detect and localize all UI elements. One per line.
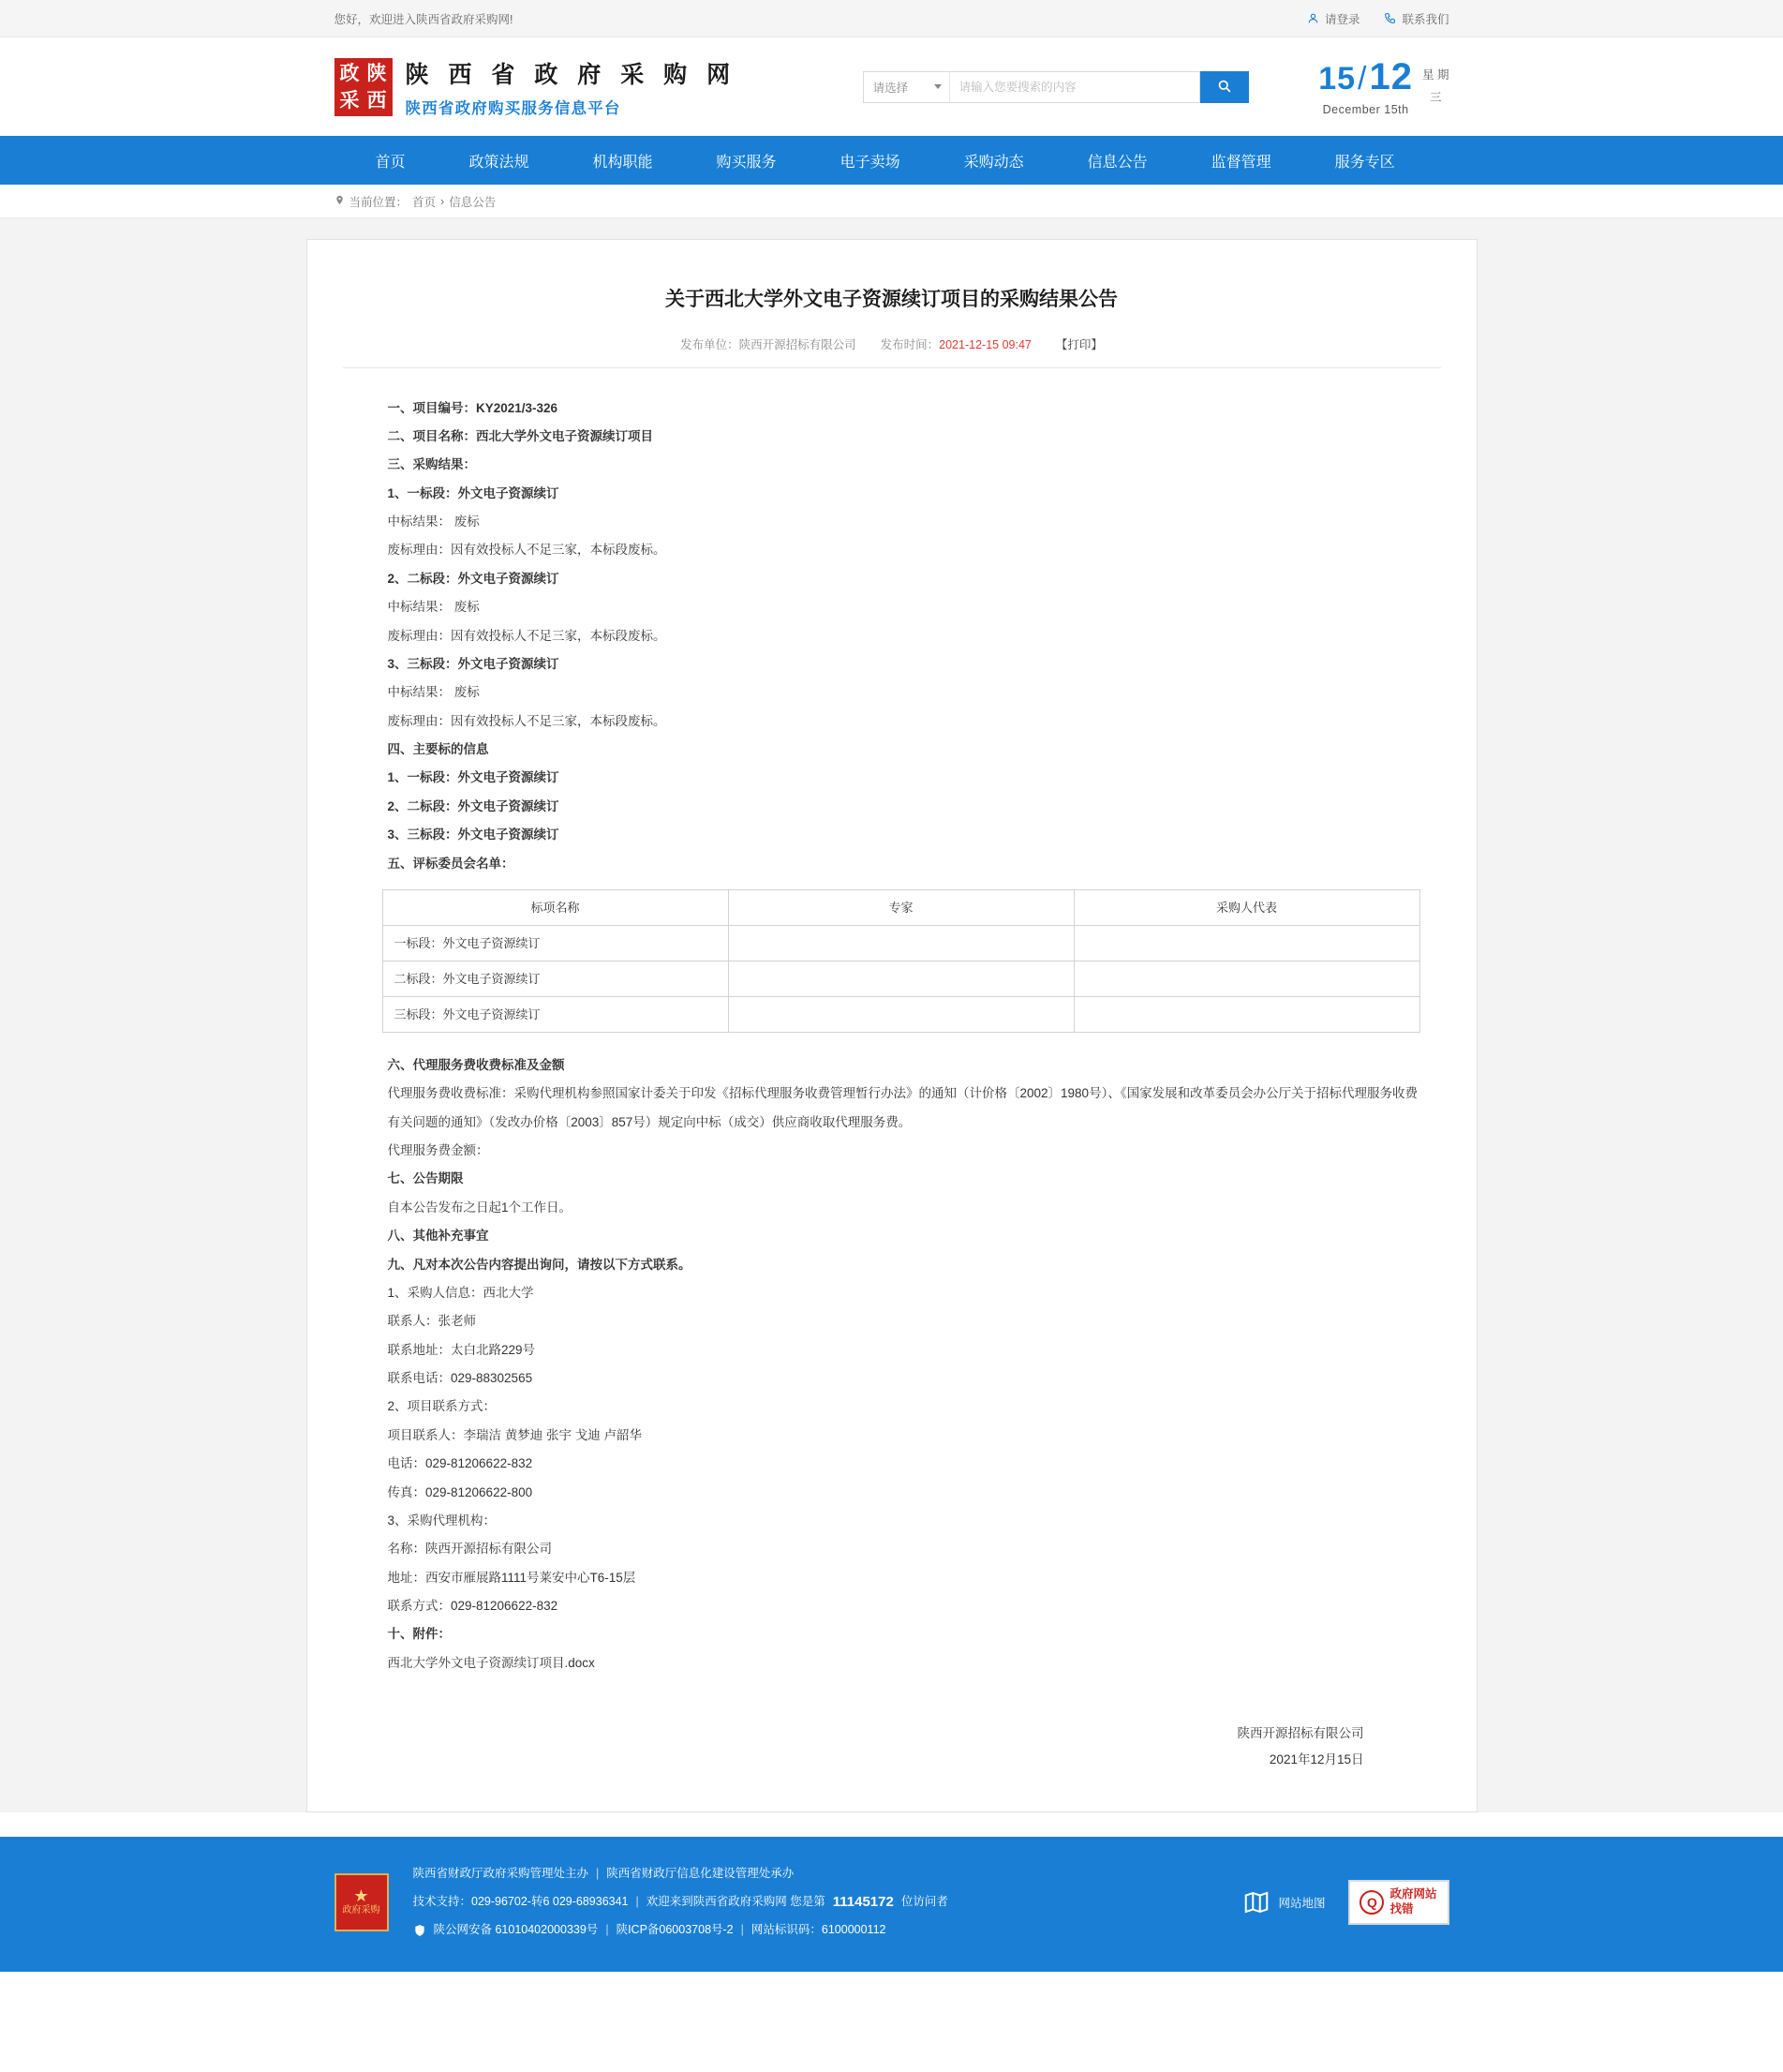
breadcrumb-item-home[interactable]: 首页 [412, 195, 437, 209]
section-2-value: 西北大学外文电子资源续订项目 [476, 428, 653, 443]
search-category-value: 请选择 [872, 81, 909, 95]
police-badge-icon [413, 1924, 426, 1937]
logo-char-2: 陕 [366, 61, 387, 84]
table-row [382, 961, 1419, 996]
lot-2-result [364, 593, 1420, 621]
brand-title: 陕 西 省 政 府 采 购 网 [405, 61, 737, 88]
main-item-1: 1、一标段：外文电子资源续订 [387, 770, 559, 785]
nav-item-supervision[interactable]: 监督管理 [1211, 154, 1271, 171]
footer-support: 技术支持：029-96702-转6 029-68936341 [412, 1895, 629, 1909]
search-bar [863, 71, 1249, 103]
lot-3-result-label: 中标结果： [387, 685, 451, 700]
section-8-heading: 八、其他补充事宜 [387, 1229, 489, 1244]
lot-1-result-label: 中标结果： [387, 514, 451, 529]
section-2-label: 二、项目名称： [387, 428, 476, 443]
sitemap-label: 网站地图 [1278, 1896, 1326, 1910]
table-header-row [382, 889, 1419, 925]
publish-time-label: 发布时间： [880, 337, 940, 351]
section-7-heading: 七、公告期限 [387, 1171, 464, 1186]
section-project-number [364, 395, 1420, 423]
row-2-buyer-rep [1074, 961, 1419, 996]
footer-divider-4: | [740, 1923, 744, 1937]
attachment-row [364, 1649, 1420, 1677]
footer-divider-2: | [635, 1895, 639, 1909]
nav-item-news[interactable]: 采购动态 [963, 154, 1024, 171]
nav-item-home[interactable]: 首页 [375, 154, 406, 171]
search-category-select[interactable] [863, 71, 949, 103]
date-day: 15 [1318, 60, 1357, 97]
section-4-heading: 四、主要标的信息 [387, 742, 489, 756]
location-icon [334, 195, 345, 208]
nav-item-emarket[interactable]: 电子卖场 [839, 154, 900, 171]
login-link[interactable] [1307, 10, 1360, 27]
row-2-lot-name: 二标段：外文电子资源续订 [382, 961, 728, 996]
nav-item-service-zone[interactable]: 服务专区 [1334, 154, 1395, 171]
search-button[interactable] [1200, 71, 1249, 103]
col-header-buyer-rep: 采购人代表 [1074, 889, 1419, 925]
attachment-link[interactable]: 西北大学外文电子资源续订项目.docx [387, 1655, 595, 1670]
main-item-2: 2、二标段：外文电子资源续订 [387, 798, 559, 813]
sitemap-link[interactable] [1242, 1888, 1325, 1916]
contact-line-10: 名称：陕西开源招标有限公司 [387, 1542, 552, 1557]
col-header-expert: 专家 [728, 889, 1074, 925]
article-meta [343, 335, 1441, 368]
footer-divider-3: | [605, 1923, 609, 1937]
row-3-expert [728, 996, 1074, 1032]
section-1-value: KY2021/3-326 [476, 400, 558, 415]
main-navigation [0, 136, 1783, 185]
logo-char-4: 西 [366, 88, 387, 112]
logo-char-3: 采 [339, 88, 360, 112]
row-1-expert [728, 925, 1074, 961]
section-project-name [364, 423, 1420, 451]
date-subtext: December 15th [1322, 102, 1409, 116]
footer-line-3 [413, 1917, 1219, 1944]
row-3-buyer-rep [1074, 996, 1419, 1032]
contact-line-5: 2、项目联系方式： [387, 1399, 497, 1414]
page-body [0, 218, 1783, 1812]
magnifier-icon: Q [1360, 1890, 1384, 1915]
signature-org: 陕西开源招标有限公司 [1237, 1726, 1364, 1741]
publisher-value: 陕西开源招标有限公司 [738, 337, 856, 351]
lot-2-result-value: 废标 [453, 600, 480, 615]
col-header-lot-name: 标项名称 [382, 889, 728, 925]
breadcrumb-bar [0, 185, 1783, 218]
lot-3-result [364, 678, 1420, 707]
footer-visitor-text: 欢迎来到陕西省政府采购网 您是第 [646, 1895, 825, 1909]
phone-icon [1384, 12, 1396, 24]
footer-divider-1: | [596, 1866, 600, 1880]
weekday-label: 星 期 [1422, 67, 1449, 82]
footer-host: 陕西省财政厅政府采购管理处主办 [412, 1866, 589, 1880]
lot-3-result-value: 废标 [453, 685, 480, 700]
article-card [306, 239, 1478, 1812]
section-9-heading: 九、凡对本次公告内容提出询问，请按以下方式联系。 [387, 1257, 691, 1272]
footer-operator: 陕西省财政厅信息化建设管理处承办 [606, 1866, 795, 1880]
expert-committee-table [382, 889, 1420, 1033]
print-button[interactable]: 【打印】 [1055, 337, 1103, 351]
icp-record[interactable]: 陕ICP备06003708号-2 [616, 1923, 734, 1937]
search-icon [1216, 78, 1232, 97]
logo-char-1: 政 [339, 61, 360, 84]
contact-label: 联系我们 [1402, 12, 1449, 26]
article-body [343, 368, 1441, 1774]
signature-date: 2021年12月15日 [1269, 1752, 1364, 1767]
nav-item-policy[interactable]: 政策法规 [468, 154, 529, 171]
lot-1-result [364, 508, 1420, 536]
section-6-heading: 六、代理服务费收费标准及金额 [387, 1057, 565, 1072]
table-row [382, 925, 1419, 961]
contact-line-4: 联系电话：029-88302565 [387, 1371, 533, 1385]
contact-line-1: 1、采购人信息：西北大学 [387, 1285, 534, 1300]
contact-line-9: 3、采购代理机构： [387, 1513, 497, 1528]
footer-line-1 [413, 1861, 1219, 1887]
lot-1-title: 1、一标段：外文电子资源续订 [387, 485, 559, 500]
police-record[interactable]: 陕公网安备 61010402000339号 [433, 1923, 599, 1937]
user-icon [1307, 12, 1319, 24]
nav-item-purchase-service[interactable]: 购买服务 [716, 154, 777, 171]
row-1-buyer-rep [1074, 925, 1419, 961]
brand-subtitle: 陕西省政府购买服务信息平台 [405, 99, 621, 117]
publish-time-value: 2021-12-15 09:47 [939, 337, 1032, 351]
section-10-heading: 十、附件： [387, 1627, 451, 1642]
contact-line-2: 联系人：张老师 [387, 1314, 476, 1329]
contact-line-6: 项目联系人：李瑞洁 黄梦迪 张宇 戈迪 卢韶华 [387, 1427, 643, 1442]
greeting-text: 您好，欢迎进入陕西省政府采购网! [334, 12, 513, 26]
contact-link[interactable] [1384, 10, 1449, 27]
signature-block [364, 1721, 1420, 1774]
site-footer [0, 1837, 1783, 1972]
footer-visitor-suffix: 位访问者 [900, 1895, 948, 1909]
lot-2-result-label: 中标结果： [387, 600, 451, 615]
map-icon [1242, 1888, 1270, 1916]
gov-website-report-badge[interactable] [1348, 1880, 1449, 1925]
visitor-count: 11145172 [832, 1894, 894, 1911]
emblem-label: 政府采购 [342, 1905, 380, 1916]
contact-line-8: 传真：029-81206622-800 [387, 1484, 533, 1499]
site-header [0, 37, 1783, 136]
date-slash: / [1358, 60, 1368, 97]
breadcrumb [334, 193, 1449, 210]
section-1-label: 一、项目编号： [387, 400, 476, 415]
contact-line-12: 联系方式：029-81206622-832 [387, 1599, 558, 1613]
weekday-value: 三 [1429, 90, 1442, 104]
contact-line-3: 联系地址：太白北路229号 [387, 1342, 536, 1357]
row-1-lot-name: 一标段：外文电子资源续订 [382, 925, 728, 961]
date-widget [1318, 55, 1449, 116]
gov-badge-line-1: 政府网站 [1389, 1887, 1437, 1901]
contact-line-11: 地址：西安市雁展路1111号莱安中心T6-15层 [387, 1570, 636, 1585]
top-utility-bar [0, 0, 1783, 37]
section-7-paragraph: 自本公告发布之日起1个工作日。 [387, 1200, 572, 1215]
lot-3-reason: 废标理由：因有效投标人不足三家，本标段废标。 [387, 713, 666, 728]
lot-2-reason: 废标理由：因有效投标人不足三家，本标段废标。 [387, 628, 666, 643]
table-row [382, 996, 1419, 1032]
nav-item-announcements[interactable]: 信息公告 [1087, 154, 1148, 171]
section-5-heading: 五、评标委员会名单： [387, 856, 514, 871]
site-brand[interactable] [334, 56, 737, 118]
national-emblem-icon [334, 1873, 389, 1931]
footer-line-2 [413, 1886, 1219, 1917]
main-item-3: 3、三标段：外文电子资源续订 [387, 827, 559, 842]
date-month: 12 [1369, 55, 1413, 97]
lot-3-title: 3、三标段：外文电子资源续订 [387, 656, 559, 671]
breadcrumb-separator: › [440, 194, 445, 208]
star-glyph: ★ [353, 1886, 369, 1906]
chevron-down-icon [934, 84, 942, 89]
lot-1-reason: 废标理由：因有效投标人不足三家，本标段废标。 [387, 543, 666, 558]
section-3-heading: 三、采购结果： [387, 457, 476, 472]
publisher-label: 发布单位： [680, 337, 739, 351]
breadcrumb-item-announcements[interactable]: 信息公告 [449, 195, 497, 209]
section-6-paragraph-1: 代理服务费收费标准：采购代理机构参照国家计委关于印发《招标代理服务收费管理暂行办法》的通知（计价格〔2002〕1980号）、《国家发展和改革委员会办公厅关于招标代理服务收费有关问题的通知》（发改办价格〔2003〕857号）规定向中标（成交）供应商收取代理服务费。 [387, 1086, 1419, 1129]
section-6-paragraph-2: 代理服务费金额： [387, 1143, 489, 1157]
row-3-lot-name: 三标段：外文电子资源续订 [382, 996, 728, 1032]
breadcrumb-prefix: 当前位置： [349, 195, 409, 209]
lot-1-result-value: 废标 [453, 514, 480, 529]
login-label: 请登录 [1324, 12, 1360, 26]
lot-2-title: 2、二标段：外文电子资源续订 [387, 571, 559, 586]
logo-mark [334, 58, 393, 116]
row-2-expert [728, 961, 1074, 996]
nav-item-functions[interactable]: 机构职能 [592, 154, 653, 171]
page-title: 关于西北大学外文电子资源续订项目的采购结果公告 [665, 289, 1118, 310]
gov-badge-line-2: 找错 [1389, 1901, 1414, 1915]
contact-line-7: 电话：029-81206622-832 [387, 1456, 533, 1471]
site-id-code: 网站标识码：6100000112 [750, 1923, 886, 1937]
search-input[interactable] [949, 71, 1200, 103]
